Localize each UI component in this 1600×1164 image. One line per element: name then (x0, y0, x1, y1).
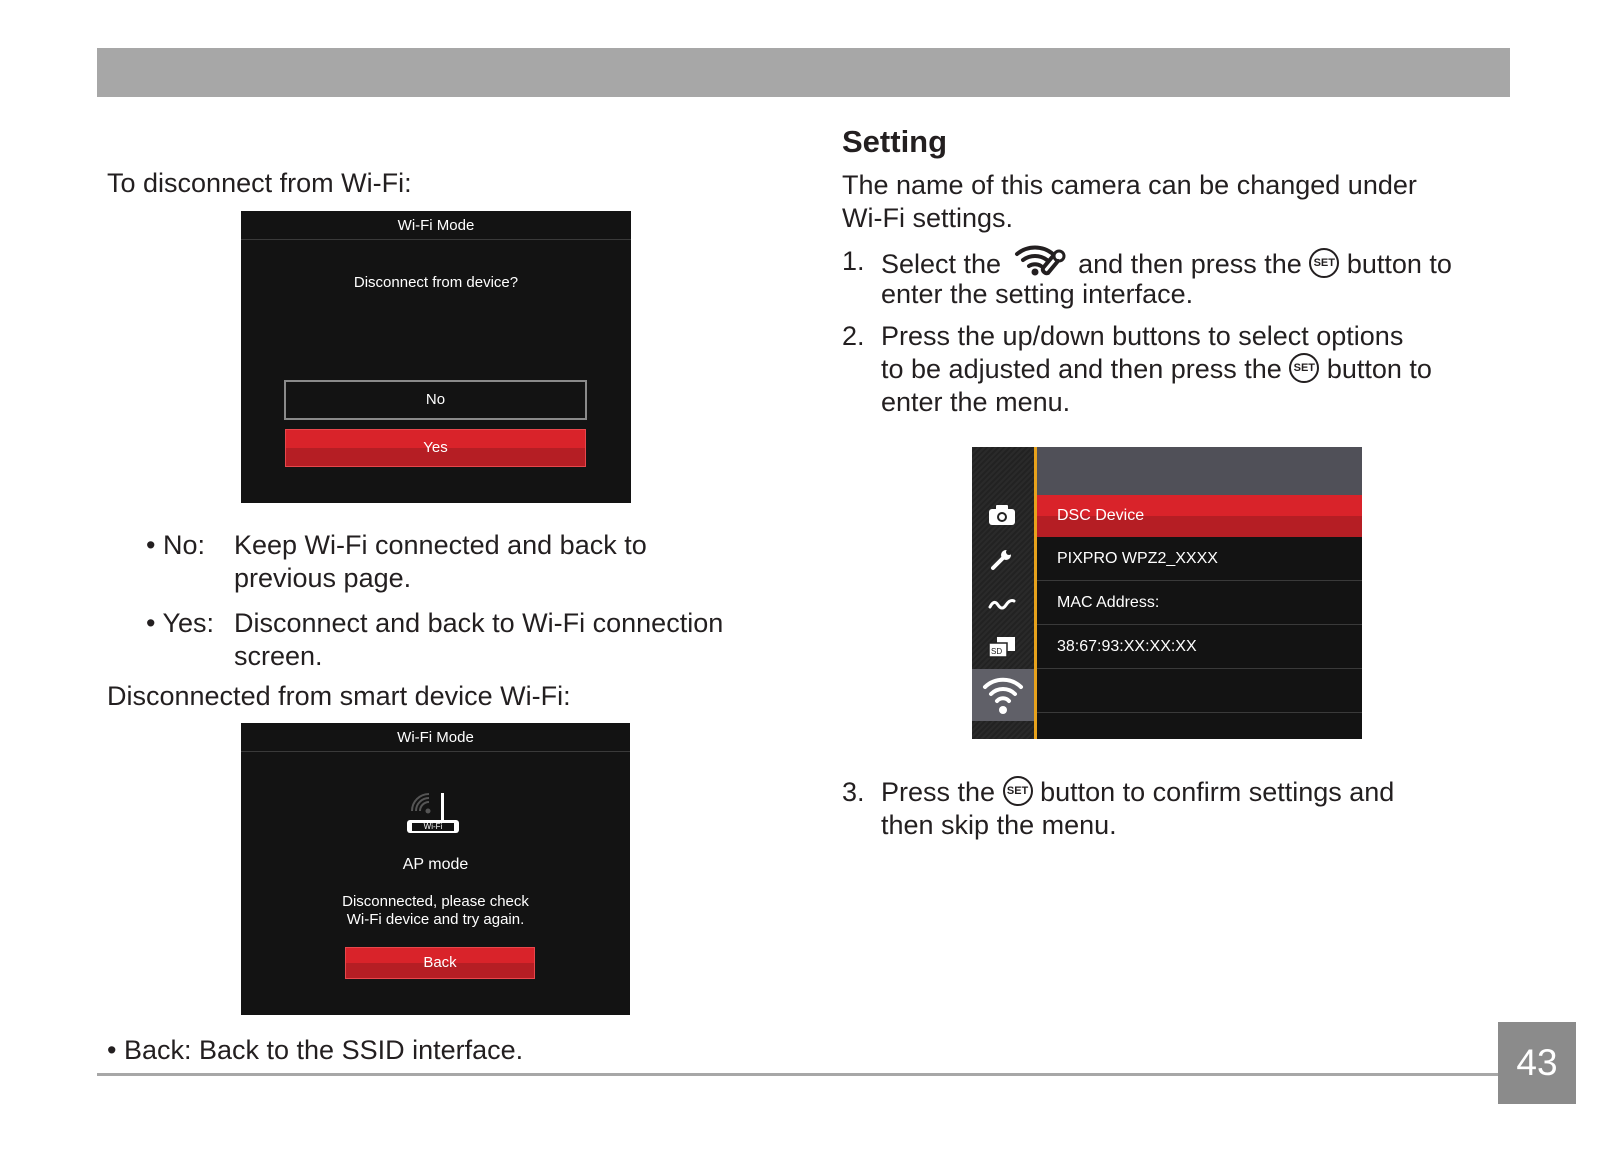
step-3-text-c: button to confirm settings and (1040, 777, 1395, 807)
setting-heading: Setting (842, 124, 948, 159)
step-3-line-2: then skip the menu. (881, 810, 1117, 840)
back-button[interactable]: Back (345, 947, 535, 979)
setting-intro-1: The name of this camera can be changed under (842, 170, 1417, 200)
step-2-text-c: button to (1326, 354, 1432, 384)
disconnect-prompt: Disconnect from device? (353, 274, 519, 291)
step-2-number: 2. (842, 321, 865, 351)
bullet-no-text-1: Keep Wi-Fi connected and back to (234, 530, 647, 560)
step-2-text-a: to be adjusted and then press the (881, 354, 1282, 384)
setting-intro-2: Wi-Fi settings. (842, 203, 1014, 233)
divider (241, 239, 631, 240)
wrench-icon[interactable] (972, 539, 1032, 579)
menu-item-ssid[interactable]: PIXPRO WPZ2_XXXX (1037, 537, 1362, 581)
disconnected-msg-2: Wi-Fi device and try again. (346, 911, 525, 928)
step-1-text-c: button to (1346, 249, 1452, 280)
bullet-yes-label: • Yes: (146, 608, 215, 638)
screen-title: Wi-Fi Mode (397, 729, 474, 746)
header-bar (97, 48, 1510, 97)
bullet-no-text-2: previous page. (234, 563, 412, 593)
disconnected-screen (241, 723, 630, 1015)
step-1-text-a: Select the (881, 249, 1002, 280)
disconnected-intro: Disconnected from smart device Wi-Fi: (107, 681, 571, 711)
connection-icon[interactable] (972, 584, 1032, 624)
camera-icon[interactable] (972, 495, 1032, 535)
menu-header (1037, 447, 1362, 495)
footer-rule (97, 1073, 1498, 1076)
step-1-number: 1. (842, 246, 865, 276)
bullet-yes-text-2: screen. (234, 641, 323, 671)
router-tag: Wi-Fi (423, 822, 443, 831)
disconnect-intro: To disconnect from Wi-Fi: (107, 168, 412, 198)
step-3-text-a: Press the (881, 777, 996, 807)
no-button[interactable]: No (284, 380, 587, 420)
step-2-line-3: enter the menu. (881, 387, 1071, 417)
set-button-icon: SET (1289, 353, 1319, 383)
step-3-number: 3. (842, 777, 865, 807)
menu-item-mac-value: 38:67:93:XX:XX:XX (1037, 625, 1362, 669)
step-2-line-1: Press the up/down buttons to select options (881, 321, 1404, 351)
yes-button[interactable]: Yes (285, 429, 586, 467)
menu-list (1037, 495, 1362, 739)
page-number: 43 (1498, 1022, 1576, 1104)
svg-text:SD: SD (991, 647, 1003, 656)
disconnect-screen (241, 211, 631, 503)
screen-title: Wi-Fi Mode (397, 217, 475, 234)
router-icon (404, 789, 464, 839)
menu-item-mac-label: MAC Address: (1037, 581, 1362, 625)
back-note: • Back: Back to the SSID interface. (107, 1035, 524, 1065)
set-button-icon: SET (1003, 776, 1033, 806)
step-1-text-b: and then press the (1078, 249, 1302, 280)
menu-item-dsc-device[interactable]: DSC Device (1037, 495, 1362, 537)
sd-card-icon[interactable] (972, 627, 1032, 667)
wifi-icon[interactable] (972, 669, 1034, 721)
bullet-no-label: • No: (146, 530, 205, 560)
menu-item-empty (1037, 669, 1362, 713)
step-3-line-1 (881, 776, 1394, 809)
set-button-icon: SET (1309, 248, 1339, 278)
ap-mode-label: AP mode (402, 856, 469, 873)
step-2-line-2 (881, 353, 1432, 386)
disconnected-msg-1: Disconnected, please check (342, 893, 529, 910)
camera-settings-screen (972, 447, 1362, 739)
divider (241, 751, 630, 752)
step-1-line-2: enter the setting interface. (881, 279, 1194, 309)
bullet-yes-text-1: Disconnect and back to Wi-Fi connection (234, 608, 724, 638)
